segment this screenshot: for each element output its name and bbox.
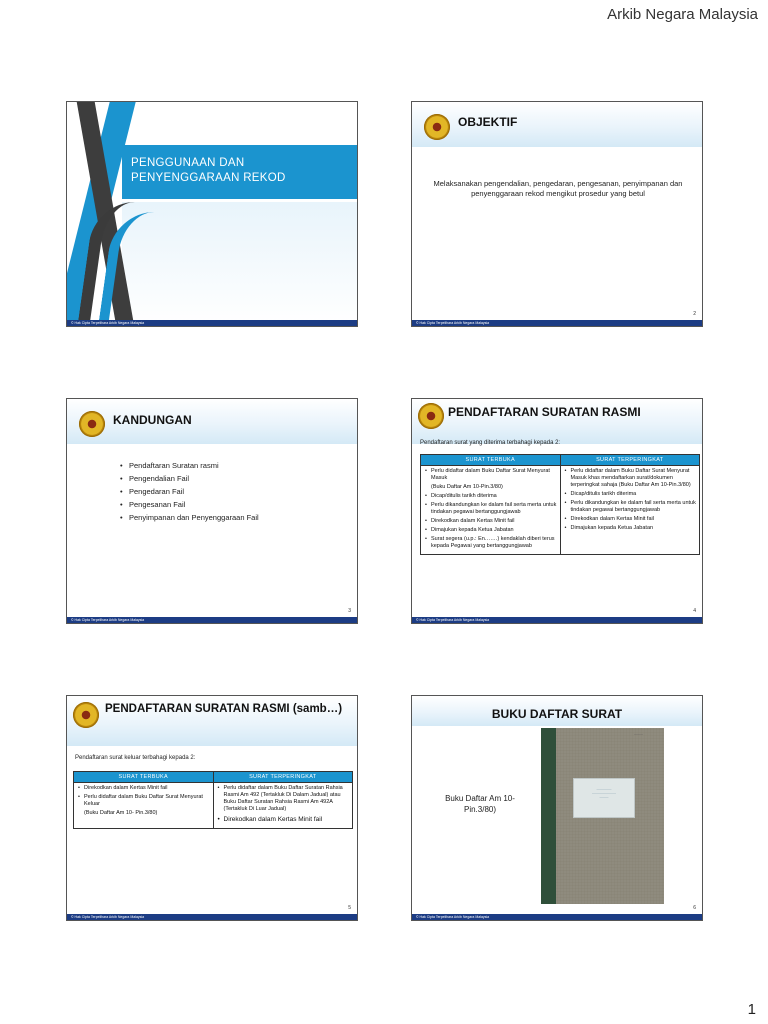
slide-4	[411, 398, 703, 624]
list-item: • Perlu dikandungkan ke dalam fail serta merta untuk tindakan pegawai bertanggungjawab	[431, 502, 558, 516]
slide-2-body: Melaksanakan pengendalian, pengedaran, pengesanan, penyimpanan dan penyenggaraan rekod mengikut prosedur yang betul	[433, 179, 683, 198]
list-item: • Perlu dikandungkan ke dalam fail serta merta untuk tindakan pegawai bertanggungjawab	[571, 500, 698, 514]
title-band	[412, 102, 702, 147]
table-cell	[560, 466, 700, 555]
slide-1-title: PENGGUNAAN DAN PENYENGGARAAN REKOD	[131, 157, 286, 184]
slide-5	[66, 695, 358, 921]
slide-footer	[412, 914, 702, 920]
copyright: © Hak Cipta Terpelihara Arkib Negara Malaysia	[71, 321, 145, 325]
register-book-tag: ———	[634, 732, 643, 736]
register-book-label: ————— ———————— ———	[573, 778, 635, 818]
slide-number: 2	[693, 311, 696, 317]
slide-footer	[67, 914, 357, 920]
contents-item: • Penyimpanan dan Penyenggaraan Fail	[129, 513, 347, 522]
list-item: • Direkodkan dalam Kertas Minit fail	[224, 815, 351, 824]
crest-logo-icon	[73, 702, 99, 728]
slide-footer	[412, 617, 702, 623]
column-header: SURAT TERPERINGKAT	[213, 772, 353, 783]
slide-number: 6	[693, 905, 696, 911]
table-cell	[213, 783, 353, 829]
page-number: 1	[747, 1001, 756, 1018]
list-item: • Direkodkan dalam Kertas Minit fail	[84, 785, 211, 792]
list-item: • Perlu didaftar dalam Buku Daftar Surat Menyurat Keluar	[84, 794, 211, 808]
contents-item: • Pengesanan Fail	[129, 500, 347, 509]
slide-footer	[67, 617, 357, 623]
title-band	[67, 399, 357, 444]
list-item: • Direkodkan dalam Kertas Minit fail	[571, 516, 698, 523]
list-item: • Surat segera (u.p.: En…….) kendaklah diberi terus kepada Pegawai yang bertanggungjawab	[431, 536, 558, 550]
slide-1	[66, 101, 358, 327]
list-item: (Buku Daftar Am 10- Pin.3/80)	[84, 810, 158, 816]
slide-4-title: PENDAFTARAN SURATAN RASMI	[448, 405, 641, 419]
incoming-mail-table	[420, 454, 700, 555]
list-item: • Perlu didaftar dalam Buku Daftar Suratan Rahsia Rasmi Am 492 (Tertakluk Di Dalam Jadual) atau Buku Daftar Suratan Rahsia Rasmi Am 492A (Tertakluk Di Luar Jadual)	[224, 785, 351, 813]
list-item: • Direkodkan dalam Kertas Minit fail	[431, 518, 558, 525]
slide-6-caption: Buku Daftar Am 10-Pin.3/80)	[445, 794, 515, 814]
header-org: Arkib Negara Malaysia	[607, 6, 758, 23]
slide-6-title: BUKU DAFTAR SURAT	[491, 707, 623, 721]
contents-item: • Pengendalian Fail	[129, 474, 347, 483]
list-item: • Dicap/ditulis tarikh diterima	[571, 491, 698, 498]
slide-5-intro: Pendaftaran surat keluar terbahagi kepada 2:	[75, 755, 196, 761]
slide-footer	[412, 320, 702, 326]
crest-logo-icon	[424, 114, 450, 140]
copyright: © Hak Cipta Terpelihara Arkib Negara Malaysia	[71, 915, 145, 919]
list-item: • Dimajukan kepada Ketua Jabatan	[431, 527, 558, 534]
copyright: © Hak Cipta Terpelihara Arkib Negara Malaysia	[416, 915, 490, 919]
table-cell	[421, 466, 561, 555]
contents-item: • Pengedaran Fail	[129, 487, 347, 496]
slide-4-intro: Pendaftaran surat yang diterima terbahagi kepada 2:	[420, 440, 561, 446]
slide-number: 5	[348, 905, 351, 911]
slide-5-title: PENDAFTARAN SURATAN RASMI (samb…)	[105, 703, 343, 715]
table-cell	[74, 783, 214, 829]
column-header: SURAT TERBUKA	[421, 455, 561, 466]
slide-footer	[67, 320, 357, 326]
list-item: • Perlu didaftar dalam Buku Daftar Surat Menyurat Masuk	[431, 468, 558, 482]
contents-item: • Pendaftaran Suratan rasmi	[129, 461, 347, 470]
list-item: • Dicap/ditulis tarikh diterima	[431, 493, 558, 500]
list-item: • Dimajukan kepada Ketua Jabatan	[571, 525, 698, 532]
slide-number: 3	[348, 608, 351, 614]
slide-3-contents	[117, 461, 347, 526]
slide-6	[411, 695, 703, 921]
copyright: © Hak Cipta Terpelihara Arkib Negara Malaysia	[416, 321, 490, 325]
copyright: © Hak Cipta Terpelihara Arkib Negara Malaysia	[416, 618, 490, 622]
slide-number: 4	[693, 608, 696, 614]
list-item: • Perlu didaftar dalam Buku Daftar Surat Menyurat Masuk khas mendaftarkan surat/dokumen terperingkat sahaja (Buku Daftar Am 10-Pin.3/80)	[571, 468, 698, 489]
column-header: SURAT TERPERINGKAT	[560, 455, 700, 466]
slide-2-title: OBJEKTIF	[458, 115, 518, 129]
column-header: SURAT TERBUKA	[74, 772, 214, 783]
slide-3-title: KANDUNGAN	[113, 413, 192, 427]
register-book-spine	[541, 728, 556, 904]
slide-3	[66, 398, 358, 624]
crest-logo-icon	[79, 411, 105, 437]
copyright: © Hak Cipta Terpelihara Arkib Negara Malaysia	[71, 618, 145, 622]
slide-2	[411, 101, 703, 327]
outgoing-mail-table	[73, 771, 353, 829]
crest-logo-icon	[418, 403, 444, 429]
list-item: (Buku Daftar Am 10-Pin.3/80)	[431, 484, 503, 490]
